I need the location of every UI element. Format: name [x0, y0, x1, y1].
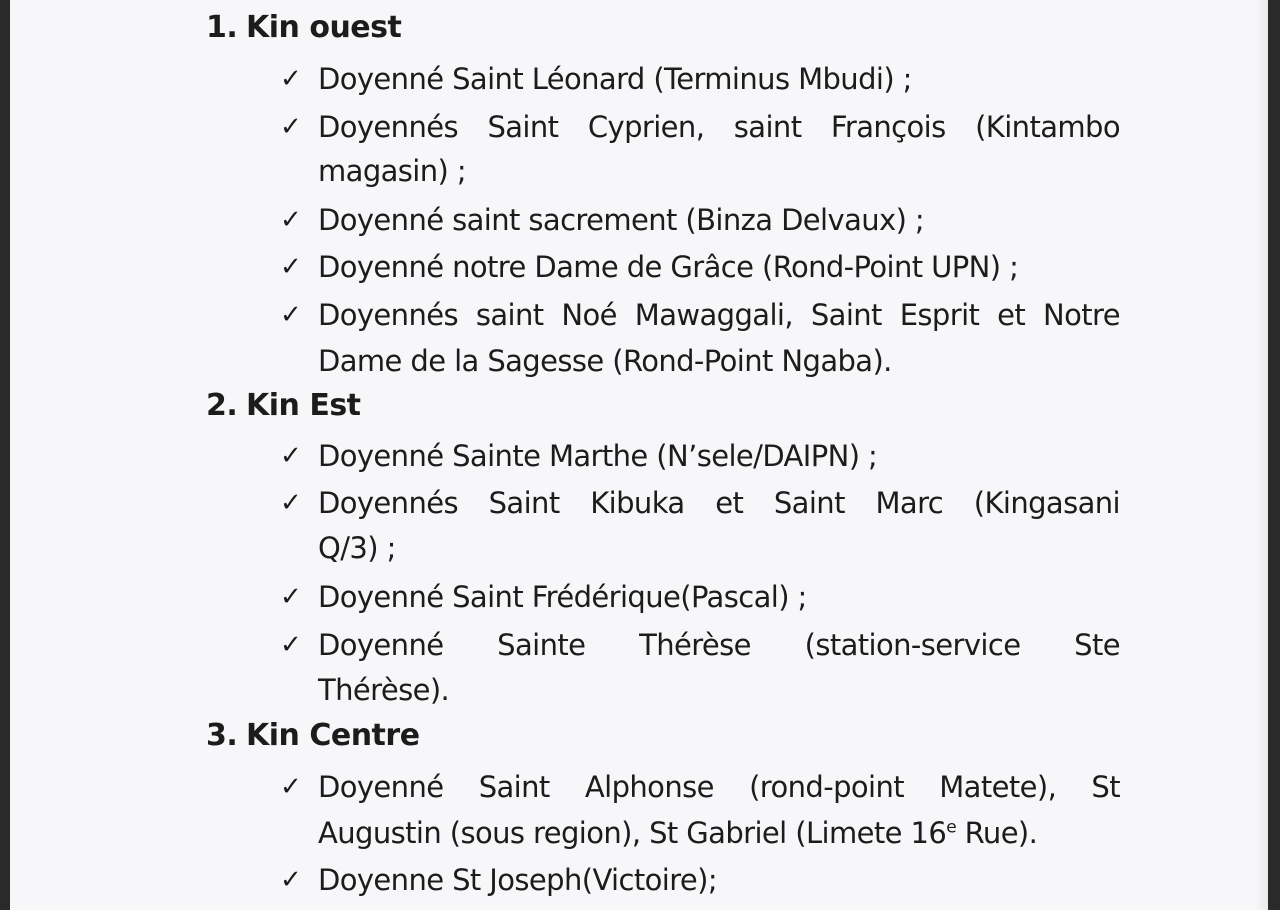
list-item: [318, 433, 1120, 479]
document-page: [10, 0, 1268, 910]
list-item: [318, 857, 1120, 903]
section-title: Kin Centre: [246, 718, 420, 753]
list-item: [318, 622, 1120, 668]
list-item-text: Rue).: [956, 816, 1038, 850]
section-title: Kin ouest: [246, 10, 402, 45]
list-item-text: Thérèse).: [318, 673, 450, 707]
section-heading-kin-centre: [206, 718, 420, 753]
list-item: [318, 764, 1120, 810]
list-item-continuation: [318, 338, 1120, 384]
list-item: [318, 197, 1120, 243]
list-item: [318, 244, 1120, 290]
section-number: 3.: [206, 718, 238, 753]
section-heading-kin-ouest: [206, 10, 401, 45]
list-item-text: Doyenné Sainte Marthe (N’sele/DAIPN) ;: [318, 439, 878, 473]
list-item-text: Doyennés saint Noé Mawaggali, Saint Esprit et Notre: [318, 298, 1120, 332]
list-item-text: Doyenné notre Dame de Grâce (Rond-Point UPN) ;: [318, 250, 1019, 284]
list-item-text: Dame de la Sagesse (Rond-Point Ngaba).: [318, 344, 892, 378]
check-icon: ✓: [280, 441, 302, 471]
page-edge-shadow: [1256, 0, 1268, 910]
check-icon: ✓: [280, 582, 302, 612]
list-item-text: Doyenne St Joseph(Victoire);: [318, 863, 718, 897]
list-item: [318, 574, 1120, 620]
list-item-continuation: [318, 667, 1120, 713]
list-item-continuation: [318, 810, 1120, 856]
list-item-text: Doyenné Saint Léonard (Terminus Mbudi) ;: [318, 62, 912, 96]
section-number: 2.: [206, 388, 238, 423]
check-icon: ✓: [280, 865, 302, 895]
check-icon: ✓: [280, 630, 302, 660]
list-item-text: Q/3) ;: [318, 531, 396, 565]
section-heading-kin-est: [206, 388, 361, 423]
check-icon: ✓: [280, 772, 302, 802]
list-item-text: Augustin (sous region), St Gabriel (Limete 16: [318, 816, 947, 850]
list-item-continuation: [318, 148, 1120, 194]
list-item-text: Doyennés Saint Cyprien, saint François (Kintambo: [318, 110, 1120, 144]
check-icon: ✓: [280, 112, 302, 142]
check-icon: ✓: [280, 252, 302, 282]
list-item-text: Doyenné Sainte Thérèse (station-service Ste: [318, 628, 1120, 662]
check-icon: ✓: [280, 64, 302, 94]
superscript: e: [946, 817, 957, 838]
list-item: [318, 104, 1120, 150]
section-number: 1.: [206, 10, 238, 45]
list-item: [318, 56, 1120, 102]
check-icon: ✓: [280, 488, 302, 518]
section-title: Kin Est: [246, 388, 361, 423]
list-item: [318, 480, 1120, 526]
list-item-text: Doyenné saint sacrement (Binza Delvaux) ;: [318, 203, 925, 237]
list-item-text: Doyennés Saint Kibuka et Saint Marc (Kingasani: [318, 486, 1120, 520]
check-icon: ✓: [280, 300, 302, 330]
list-item-text: Doyenné Saint Frédérique(Pascal) ;: [318, 580, 807, 614]
list-item-text: magasin) ;: [318, 154, 467, 188]
list-item-text: Doyenné Saint Alphonse (rond-point Matete), St: [318, 770, 1120, 804]
list-item: [318, 292, 1120, 338]
check-icon: ✓: [280, 205, 302, 235]
list-item-continuation: [318, 525, 1120, 571]
